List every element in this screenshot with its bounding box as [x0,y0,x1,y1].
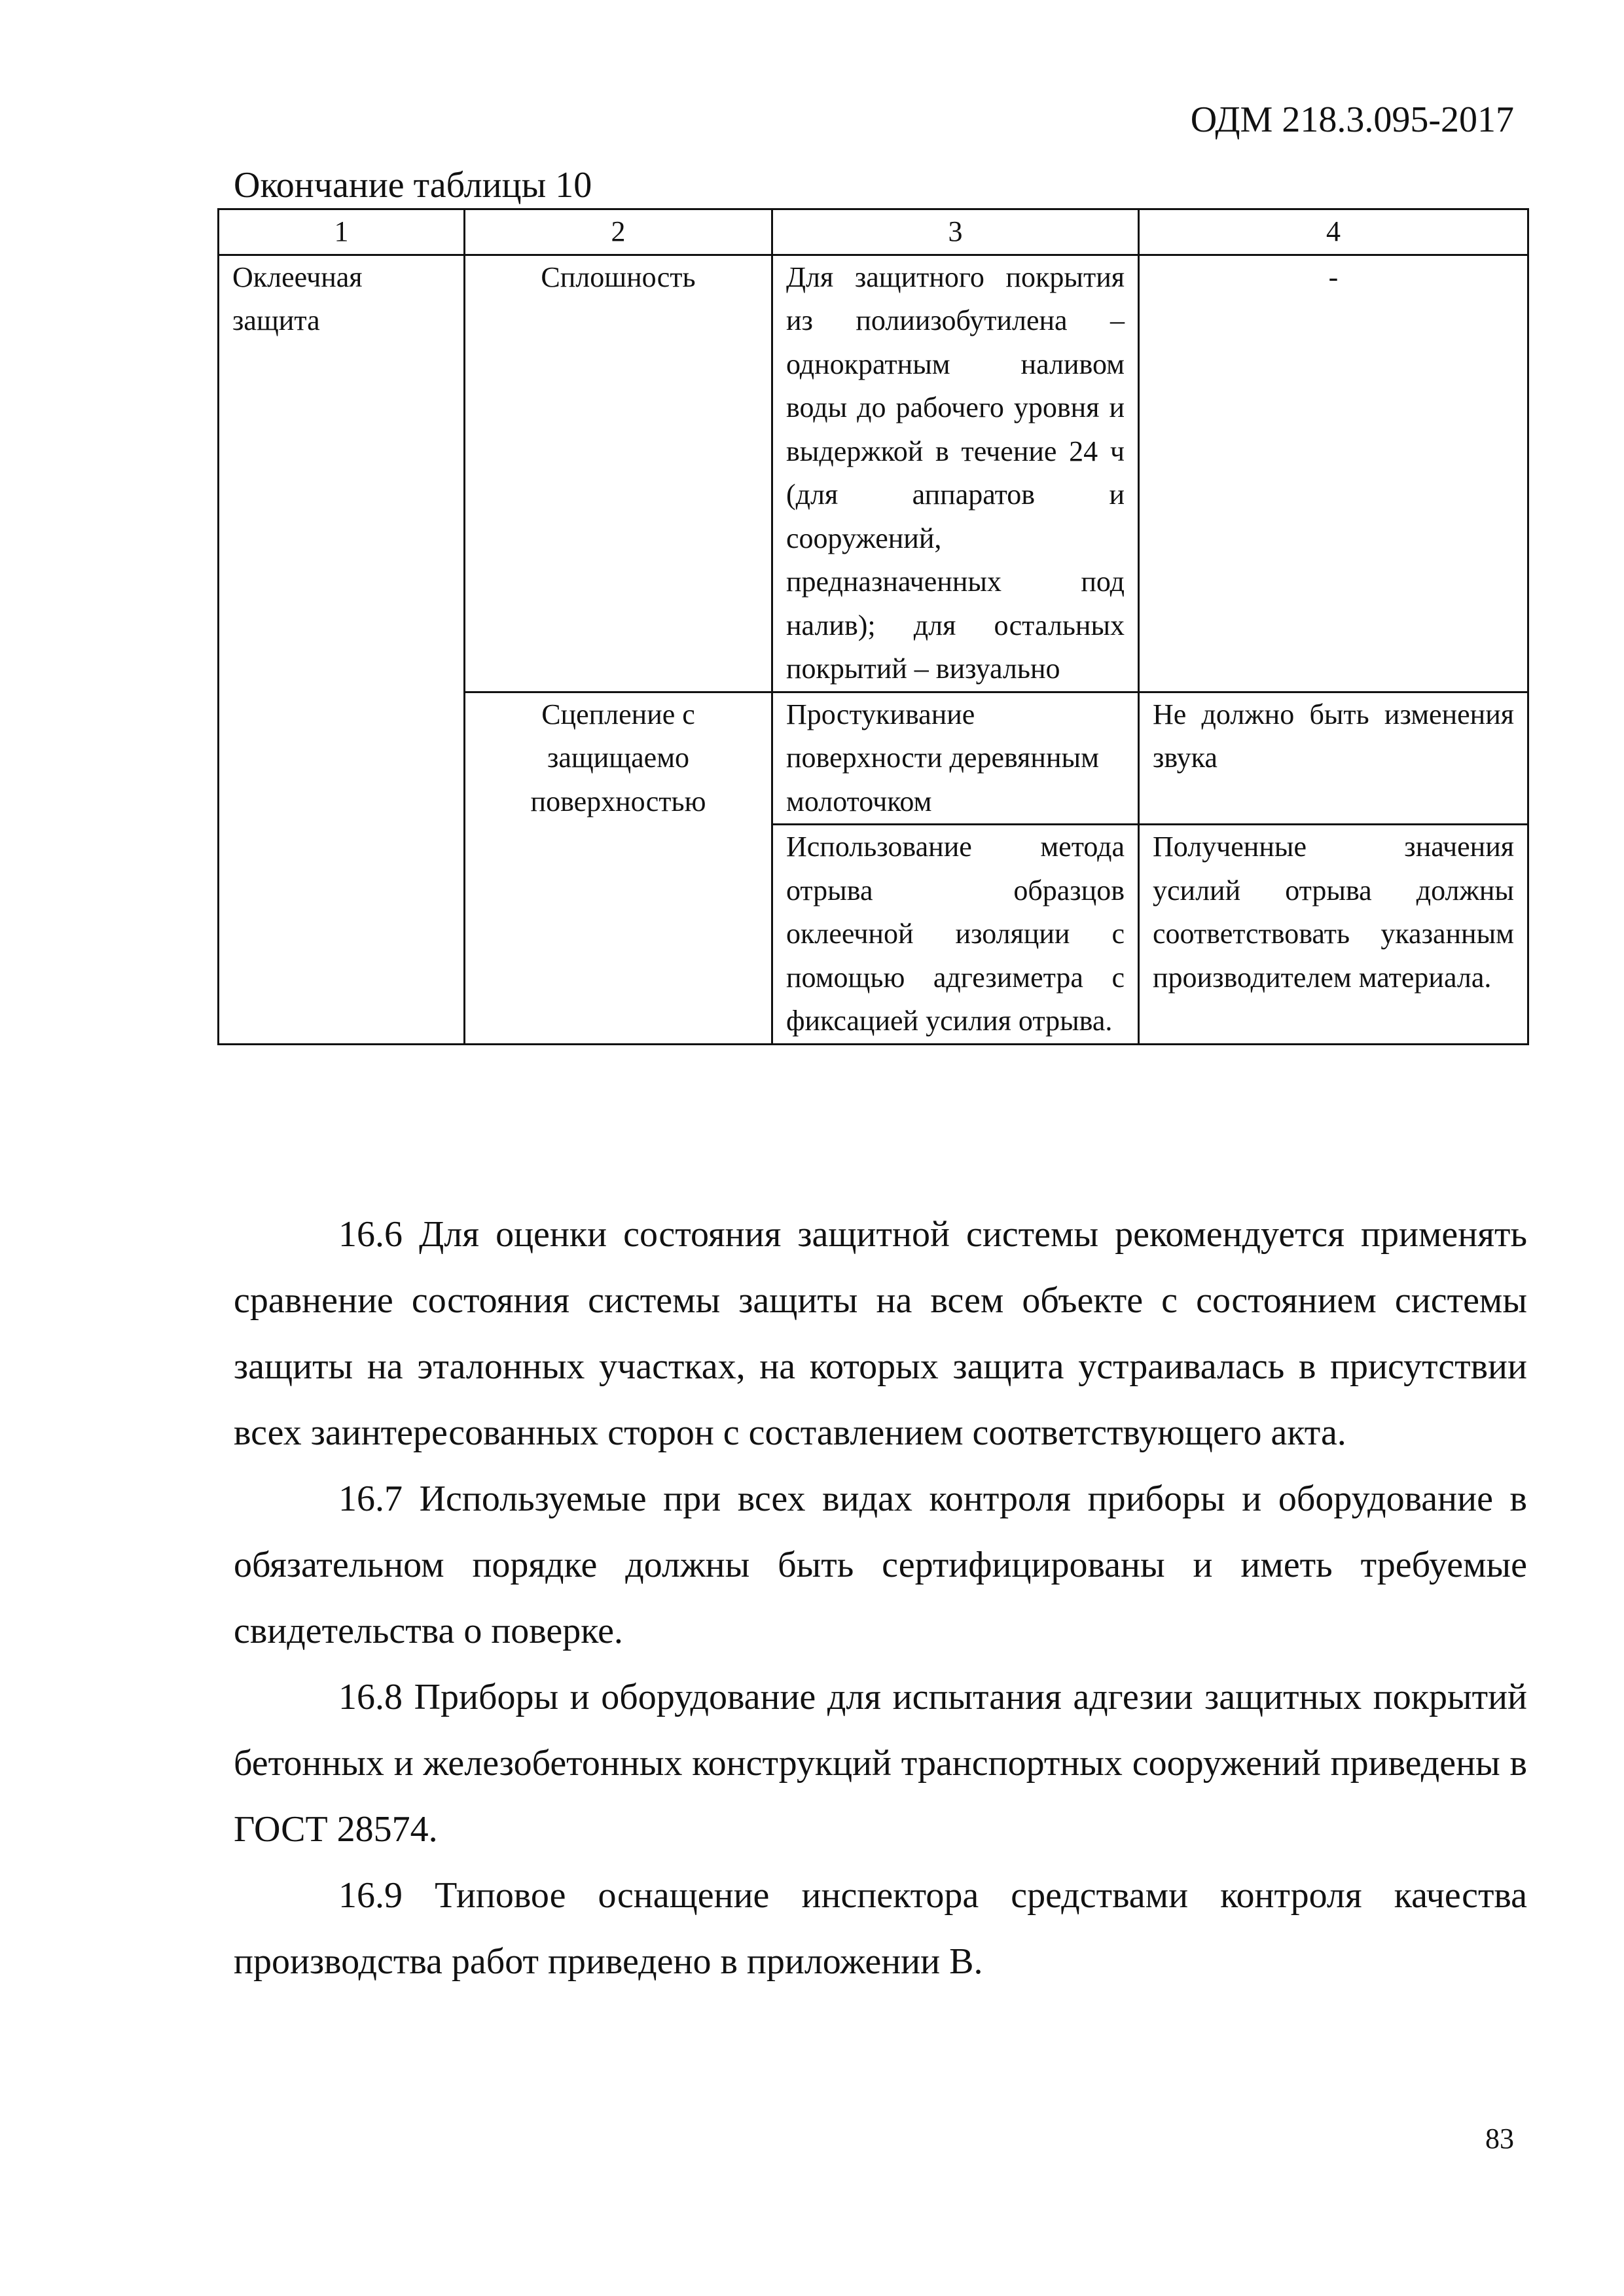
table-caption: Окончание таблицы 10 [234,165,592,206]
requirement-cell: Не должно быть изменения звука [1139,692,1528,825]
inspection-table [217,208,1529,1045]
requirement-cell: - [1139,255,1528,692]
body-text [234,1202,1527,1995]
column-number: 2 [465,209,772,255]
column-number-row [219,209,1528,255]
parameter-cell: Сцепление с защищаемо поверхностью [465,692,772,1044]
parameter-cell: Сплошность [465,255,772,692]
group-label-cell: Оклеечная защита [219,255,465,1044]
page-number: 83 [1485,2123,1514,2155]
document-code: ОДМ 218.3.095-2017 [1190,99,1514,140]
column-number: 4 [1139,209,1528,255]
requirement-cell: Полученные значения усилий отрыва должны соответствовать указанным производителем материала. [1139,825,1528,1045]
paragraph-16-6: 16.6 Для оценки состояния защитной системы рекомендуется применять сравнение состояния системы защиты на всем объекте с состоянием системы защиты на эталонных участках, на которых защита устраивалась в присутствии всех заинтересованных сторон с составлением соответствующего акта. [234,1214,1527,1453]
column-number: 1 [219,209,465,255]
paragraph-16-8: 16.8 Приборы и оборудование для испытания адгезии защитных покрытий бетонных и железобетонных конструкций транспортных сооружений приведены в ГОСТ 28574. [234,1677,1527,1850]
method-cell: Использование метода отрыва образцов оклеечной изоляции с помощью адгезиметра с фиксацией усилия отрыва. [772,825,1139,1045]
table-row [219,255,1528,692]
method-cell: Простукивание поверхности деревянным молоточком [772,692,1139,825]
method-cell: Для защитного покрытия из полиизобутилена – однократным наливом воды до рабочего уровня и выдержкой в течение 24 ч (для аппаратов и сооружений, предназначенных под налив); для остальных покрытий – визуально [772,255,1139,692]
paragraph-16-7: 16.7 Используемые при всех видах контроля приборы и оборудование в обязательном порядке должны быть сертифицированы и иметь требуемые свидетельства о поверке. [234,1479,1527,1651]
paragraph-16-9: 16.9 Типовое оснащение инспектора средствами контроля качества производства работ приведено в приложении В. [234,1875,1527,1982]
column-number: 3 [772,209,1139,255]
